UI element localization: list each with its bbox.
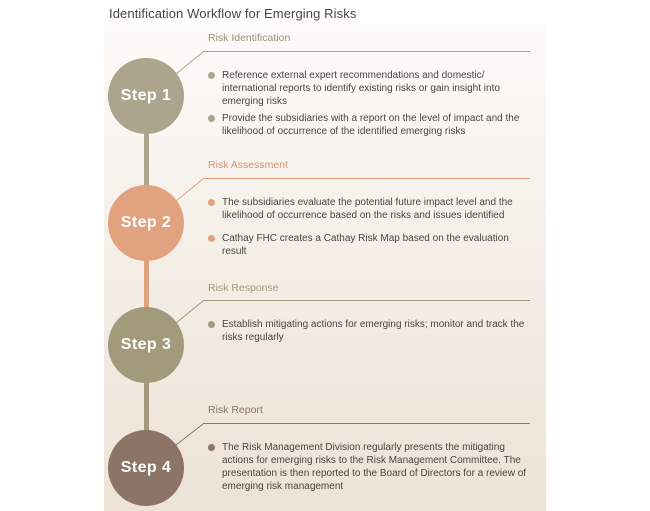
bullet-text: Cathay FHC creates a Cathay Risk Map based on the evaluation result — [222, 233, 509, 257]
step-1-bullet-1 — [208, 69, 530, 108]
step-2-rule — [203, 178, 530, 179]
bullet-dot — [208, 235, 215, 242]
step-4-bullets — [208, 441, 530, 497]
step-2-bullet-2 — [208, 232, 530, 258]
bullet-dot — [208, 444, 215, 451]
bullet-dot — [208, 321, 215, 328]
step-4-bullet-1 — [208, 441, 530, 493]
step-4-rule — [203, 423, 530, 424]
step-4-label: Step 4 — [120, 459, 172, 476]
bullet-text: The subsidiaries evaluate the potential future impact level and the likelihood of occurrence based on the risks and issues identified — [222, 197, 513, 221]
step-1-circle — [108, 58, 184, 134]
step-1-label: Step 1 — [120, 87, 172, 104]
bullet-text: Reference external expert recommendations and domestic/ international reports to identify existing risks or gain insight into emerging risks — [222, 70, 500, 107]
step-3-circle — [108, 307, 184, 383]
bullet-dot — [208, 72, 215, 79]
step-1-bullet-2 — [208, 112, 530, 138]
step-2-circle — [108, 185, 184, 261]
step-3-heading: Risk Response — [208, 282, 279, 294]
step-3-bullet-1 — [208, 318, 530, 344]
connector-step3-step4 — [144, 381, 149, 433]
step-3-bullets — [208, 318, 530, 348]
step-2-bullet-1 — [208, 196, 530, 222]
step-4-heading: Risk Report — [208, 404, 263, 416]
connector-step2-step3 — [144, 259, 149, 309]
step-1-rule — [203, 51, 530, 52]
connector-step1-step2 — [144, 132, 149, 188]
bullet-text: The Risk Management Division regularly presents the mitigating actions for emerging risks to the Risk Management Committee. The presentation is then reported to the Board of Directors for a review of emerging risk management — [222, 442, 527, 492]
bullet-dot — [208, 199, 215, 206]
step-2-bullets — [208, 196, 530, 262]
step-1-heading: Risk Identification — [208, 32, 291, 44]
bullet-text: Provide the subsidiaries with a report on the level of impact and the likelihood of occurrence of the identified emerging risks — [222, 113, 520, 137]
bullet-dot — [208, 115, 215, 122]
step-4-circle — [108, 430, 184, 506]
diagram-title: Identification Workflow for Emerging Risks — [109, 6, 357, 21]
bullet-text: Establish mitigating actions for emerging risks; monitor and track the risks regularly — [222, 319, 525, 343]
step-3-label: Step 3 — [120, 336, 172, 353]
step-3-rule — [203, 300, 530, 301]
step-1-bullets — [208, 69, 530, 142]
step-2-label: Step 2 — [120, 214, 172, 231]
step-2-heading: Risk Assessment — [208, 159, 288, 171]
